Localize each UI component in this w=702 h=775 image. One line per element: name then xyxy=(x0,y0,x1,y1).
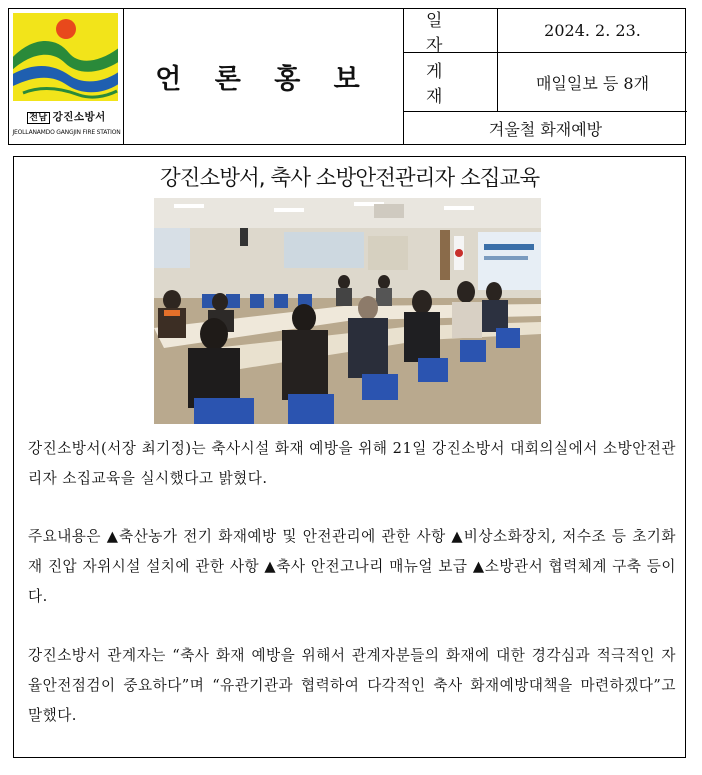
topic-row xyxy=(404,112,687,144)
outlet-value: 매일일보 등 8개 xyxy=(535,73,650,93)
press-title-cell xyxy=(124,9,404,144)
meeting-room-photo xyxy=(154,198,541,424)
fire-station-emblem-icon xyxy=(13,13,118,101)
outlet-label: 게재 xyxy=(404,53,498,111)
article-paragraph: 강진소방서 관계자는 “축사 화재 예방을 위해서 관계자분들의 화재에 대한 경각심과 적극적인 자율안전점검이 중요하다”며 “유관기관과 협력하여 다각적인 축사 화재예방대책을 마련하겠다”고 말했다. xyxy=(28,647,676,724)
fire-station-logo xyxy=(9,9,124,144)
outlet-row xyxy=(404,53,687,112)
logo-region-stamp: 전남 xyxy=(29,113,48,123)
date-value: 2024. 2. 23. xyxy=(544,21,641,40)
article-paragraph: 강진소방서(서장 최기정)는 축사시설 화재 예방을 위해 21일 강진소방서 대회의실에서 소방안전관리자 소집교육을 실시했다고 밝혔다. xyxy=(28,440,676,487)
press-header-table xyxy=(8,8,686,145)
press-title: 언 론 홍 보 xyxy=(155,64,372,95)
article-headline: 강진소방서, 축사 소방안전관리자 소집교육 xyxy=(159,166,540,191)
date-row xyxy=(404,9,687,56)
article-box xyxy=(13,156,686,758)
article-paragraph: 주요내용은 ▲축산농가 전기 화재예방 및 안전관리에 관한 사항 ▲비상소화장치, 저수조 등 초기화재 진압 자위시설 설치에 관한 사항 ▲축사 안전고나리 매뉴얼 보급 ▲소방관서 협력체계 구축 등이다. xyxy=(28,528,676,605)
logo-org-name xyxy=(9,109,124,124)
topic-value: 겨울철 화재예방 xyxy=(488,119,603,139)
logo-org-name-text: 강진소방서 xyxy=(52,111,106,123)
date-label: 일자 xyxy=(404,9,498,52)
logo-org-name-en: JEOLLANAMDO GANGJIN FIRE STATION xyxy=(12,129,121,136)
